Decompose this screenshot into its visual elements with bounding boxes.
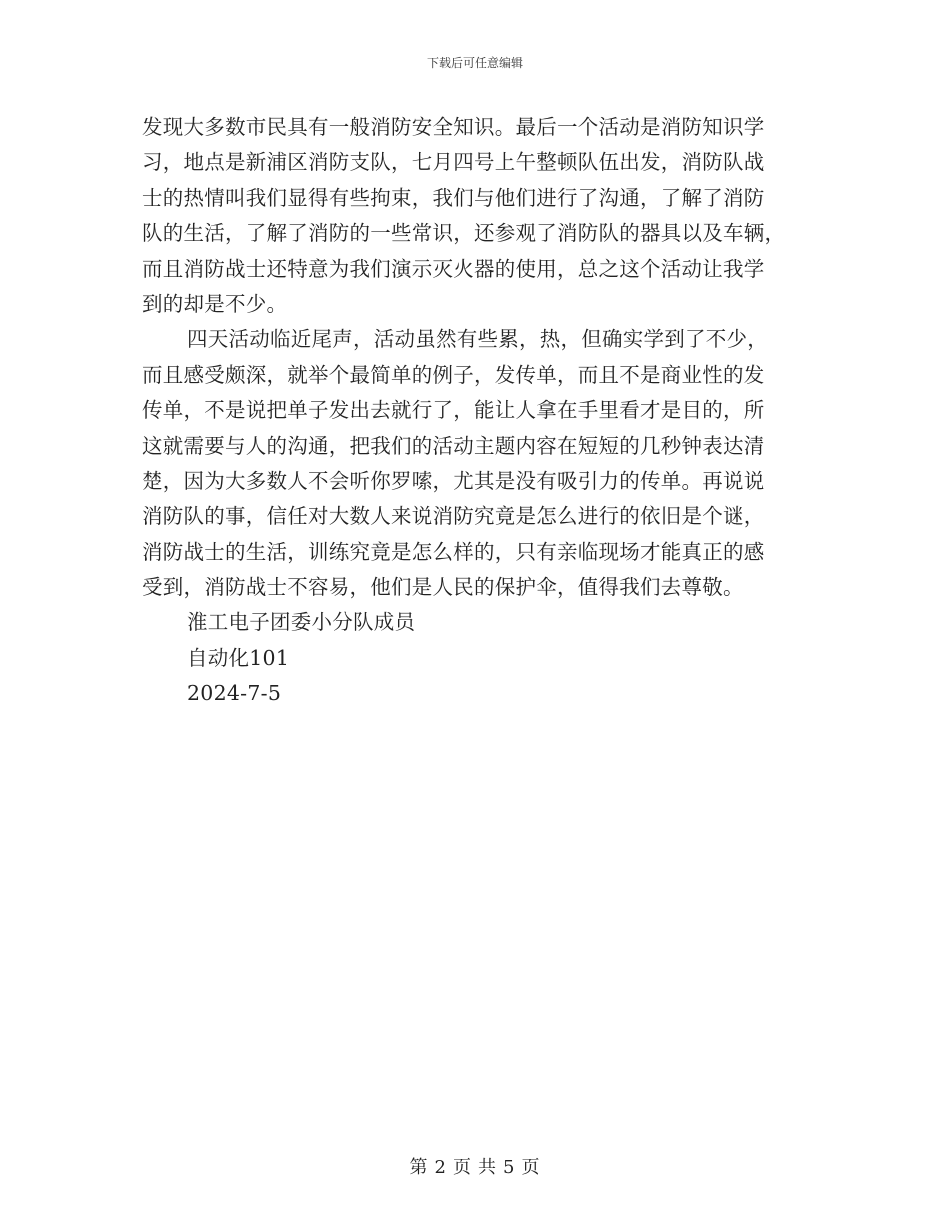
text-line: 四天活动临近尾声，活动虽然有些累，热，但确实学到了不少， <box>187 327 768 352</box>
paragraph-2 <box>142 322 802 605</box>
signature-block <box>142 605 802 711</box>
page-footer <box>0 1153 950 1179</box>
text-line: 受到，消防战士不容易，他们是人民的保护伞，值得我们去尊敬。 <box>142 575 744 600</box>
text-line: 传单，不是说把单子发出去就行了，能让人拿在手里看才是目的，所 <box>142 398 765 423</box>
text-line: 发现大多数市民具有一般消防安全知识。最后一个活动是消防知识学 <box>142 115 765 139</box>
text-line: 这就需要与人的沟通，把我们的活动主题内容在短短的几秒钟表达清 <box>142 433 765 458</box>
paragraph-1 <box>142 110 802 322</box>
text-line: 到的却是不少。 <box>142 291 288 316</box>
current-page-number: 2 <box>434 1157 447 1178</box>
footer-prefix: 第 <box>409 1157 429 1178</box>
text-line: 而且消防战士还特意为我们演示灭火器的使用，总之这个活动让我学 <box>142 256 765 281</box>
signature-class: 自动化101 <box>187 645 290 670</box>
signature-org: 淮工电子团委小分队成员 <box>187 610 416 635</box>
text-line: 士的热情叫我们显得有些拘束，我们与他们进行了沟通，了解了消防 <box>142 185 765 210</box>
text-line: 习，地点是新浦区消防支队，七月四号上午整顿队伍出发，消防队战 <box>142 150 765 175</box>
footer-total-word: 共 <box>478 1157 497 1178</box>
page-header-note: 下载后可任意编辑 <box>426 56 523 70</box>
text-line: 而且感受颇深，就举个最简单的例子，发传单，而且不是商业性的发 <box>142 362 765 387</box>
text-line: 消防战士的生活，训练究竟是怎么样的，只有亲临现场才能真正的感 <box>142 539 765 564</box>
document-body <box>142 110 802 712</box>
total-pages-number: 5 <box>503 1157 516 1178</box>
text-line: 队的生活，了解了消防的一些常识，还参观了消防队的器具以及车辆， <box>142 221 786 246</box>
signature-date: 2024-7-5 <box>187 681 282 706</box>
text-line: 楚，因为大多数人不会听你罗嗦，尤其是没有吸引力的传单。再说说 <box>142 468 765 493</box>
text-line: 消防队的事，信任对大数人来说消防究竟是怎么进行的依旧是个谜， <box>142 504 765 529</box>
footer-page-word: 页 <box>453 1157 472 1178</box>
footer-suffix: 页 <box>521 1157 541 1178</box>
